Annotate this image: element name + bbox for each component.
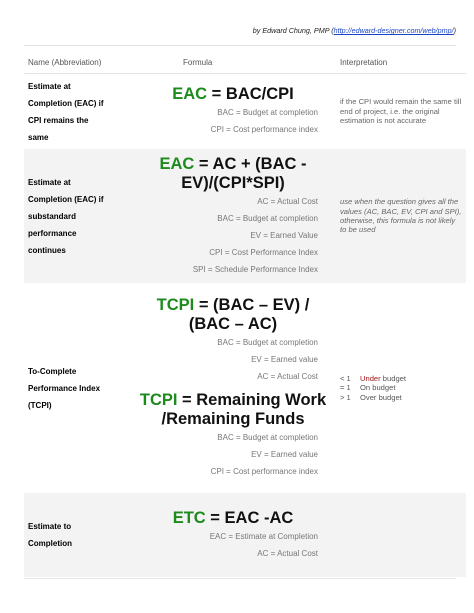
variable-definition: AC = Actual Cost [257, 196, 318, 206]
formula-expression: = Remaining Work [177, 391, 327, 409]
header-formula: Formula [128, 52, 338, 74]
row-formula [128, 493, 338, 577]
name-line: To-Complete [28, 366, 77, 376]
row-interpretation [338, 283, 466, 493]
evm-formula-table [24, 52, 466, 577]
name-line: performance [28, 228, 77, 238]
variable-definition: CPI = Cost performance index [210, 467, 318, 476]
author-website-link[interactable]: http://edward-designer.com/web/pmp/ [333, 26, 454, 35]
formula-text [128, 155, 338, 174]
table-row [24, 283, 466, 493]
formula-expression-continued: (BAC – AC) [188, 315, 278, 333]
name-line: CPI remains the [28, 115, 89, 125]
formula-text [128, 85, 338, 104]
name-line: Completion [28, 539, 72, 548]
threshold-label: budget [380, 373, 407, 383]
variable-definition: EV = Earned value [251, 355, 318, 364]
top-divider [24, 45, 456, 46]
header-name: Name (Abbreviation) [24, 52, 128, 74]
row-interpretation: use when the question gives all the values (AC, BAC, EV, CPI and SPI), otherwise, this formula is not likely to be used [338, 149, 466, 283]
name-line: Performance Index [28, 383, 101, 393]
formula-text [128, 509, 338, 528]
variable-definition: EAC = Estimate at Completion [209, 531, 318, 541]
variable-definition: CPI = Cost Performance Index [209, 247, 318, 257]
variable-definition: CPI = Cost performance index [210, 125, 318, 134]
tcpi-threshold-item [340, 383, 462, 392]
threshold-highlight: Under [360, 373, 381, 383]
threshold-symbol: = 1 [340, 383, 351, 393]
formula-expression: = EAC -AC [205, 508, 294, 527]
header-interpretation: Interpretation [338, 52, 466, 74]
name-line: continues [28, 245, 66, 255]
table-row [24, 149, 466, 283]
variable-definition: AC = Actual Cost [257, 548, 318, 558]
table-row [24, 74, 466, 150]
row-formula [128, 74, 338, 150]
formula-abbreviation: EAC [172, 85, 208, 103]
formula-expression: = (BAC – EV) / [194, 296, 310, 314]
name-line: Estimate at [28, 177, 71, 187]
row-interpretation: if the CPI would remain the same till end of project, i.e. the original estimation is not accurate [340, 97, 462, 126]
variable-definition: BAC = Budget at completion [217, 338, 318, 347]
threshold-label: On budget [360, 383, 396, 393]
table-row [24, 493, 466, 577]
name-line: Estimate at [28, 81, 71, 91]
variable-definition: SPI = Schedule Performance Index [192, 264, 318, 274]
formula-expression-continued: /Remaining Funds [161, 410, 305, 428]
formula-abbreviation: ETC [172, 508, 206, 527]
name-line: Estimate to [28, 522, 72, 531]
variable-definition: AC = Actual Cost [257, 372, 318, 381]
variable-definition: BAC = Budget at completion [217, 213, 318, 223]
tcpi-threshold-item [340, 374, 462, 383]
threshold-symbol: > 1 [340, 392, 351, 402]
row-formula [128, 149, 338, 283]
row-name [24, 493, 128, 577]
formula-abbreviation: EAC [159, 154, 195, 173]
variable-definition: BAC = Budget at completion [217, 108, 318, 117]
row-name [24, 283, 128, 493]
table-header-row [24, 52, 466, 74]
tcpi-threshold-list [340, 374, 462, 402]
formula-text-alt [128, 391, 338, 410]
variable-definition: BAC = Budget at completion [217, 433, 318, 442]
name-line: substandard [28, 211, 77, 221]
byline-prefix: by Edward Chung, PMP ( [252, 26, 334, 35]
row-name [24, 74, 128, 150]
author-byline [253, 26, 456, 35]
bottom-divider [24, 578, 456, 579]
formula-text [128, 296, 338, 315]
formula-expression-continued: EV)/(CPI*SPI) [181, 173, 285, 192]
row-interpretation [338, 493, 466, 577]
name-line: same [28, 132, 49, 142]
row-name [24, 149, 128, 283]
formula-abbreviation: TCPI [139, 391, 178, 409]
threshold-symbol: < 1 [340, 373, 351, 383]
name-line: Completion (EAC) if [28, 98, 104, 108]
variable-definition: EV = Earned Value [250, 230, 318, 240]
byline-suffix: ) [453, 26, 456, 35]
name-line: Completion (EAC) if [28, 194, 104, 204]
variable-definition: EV = Earned value [251, 450, 318, 459]
formula-expression: = AC + (BAC - [194, 154, 307, 173]
formula-expression: = BAC/CPI [207, 85, 294, 103]
name-line: (TCPI) [28, 400, 52, 410]
formula-abbreviation: TCPI [156, 296, 195, 314]
threshold-label: Over budget [360, 392, 402, 402]
tcpi-threshold-item [340, 393, 462, 402]
row-formula [128, 283, 338, 493]
